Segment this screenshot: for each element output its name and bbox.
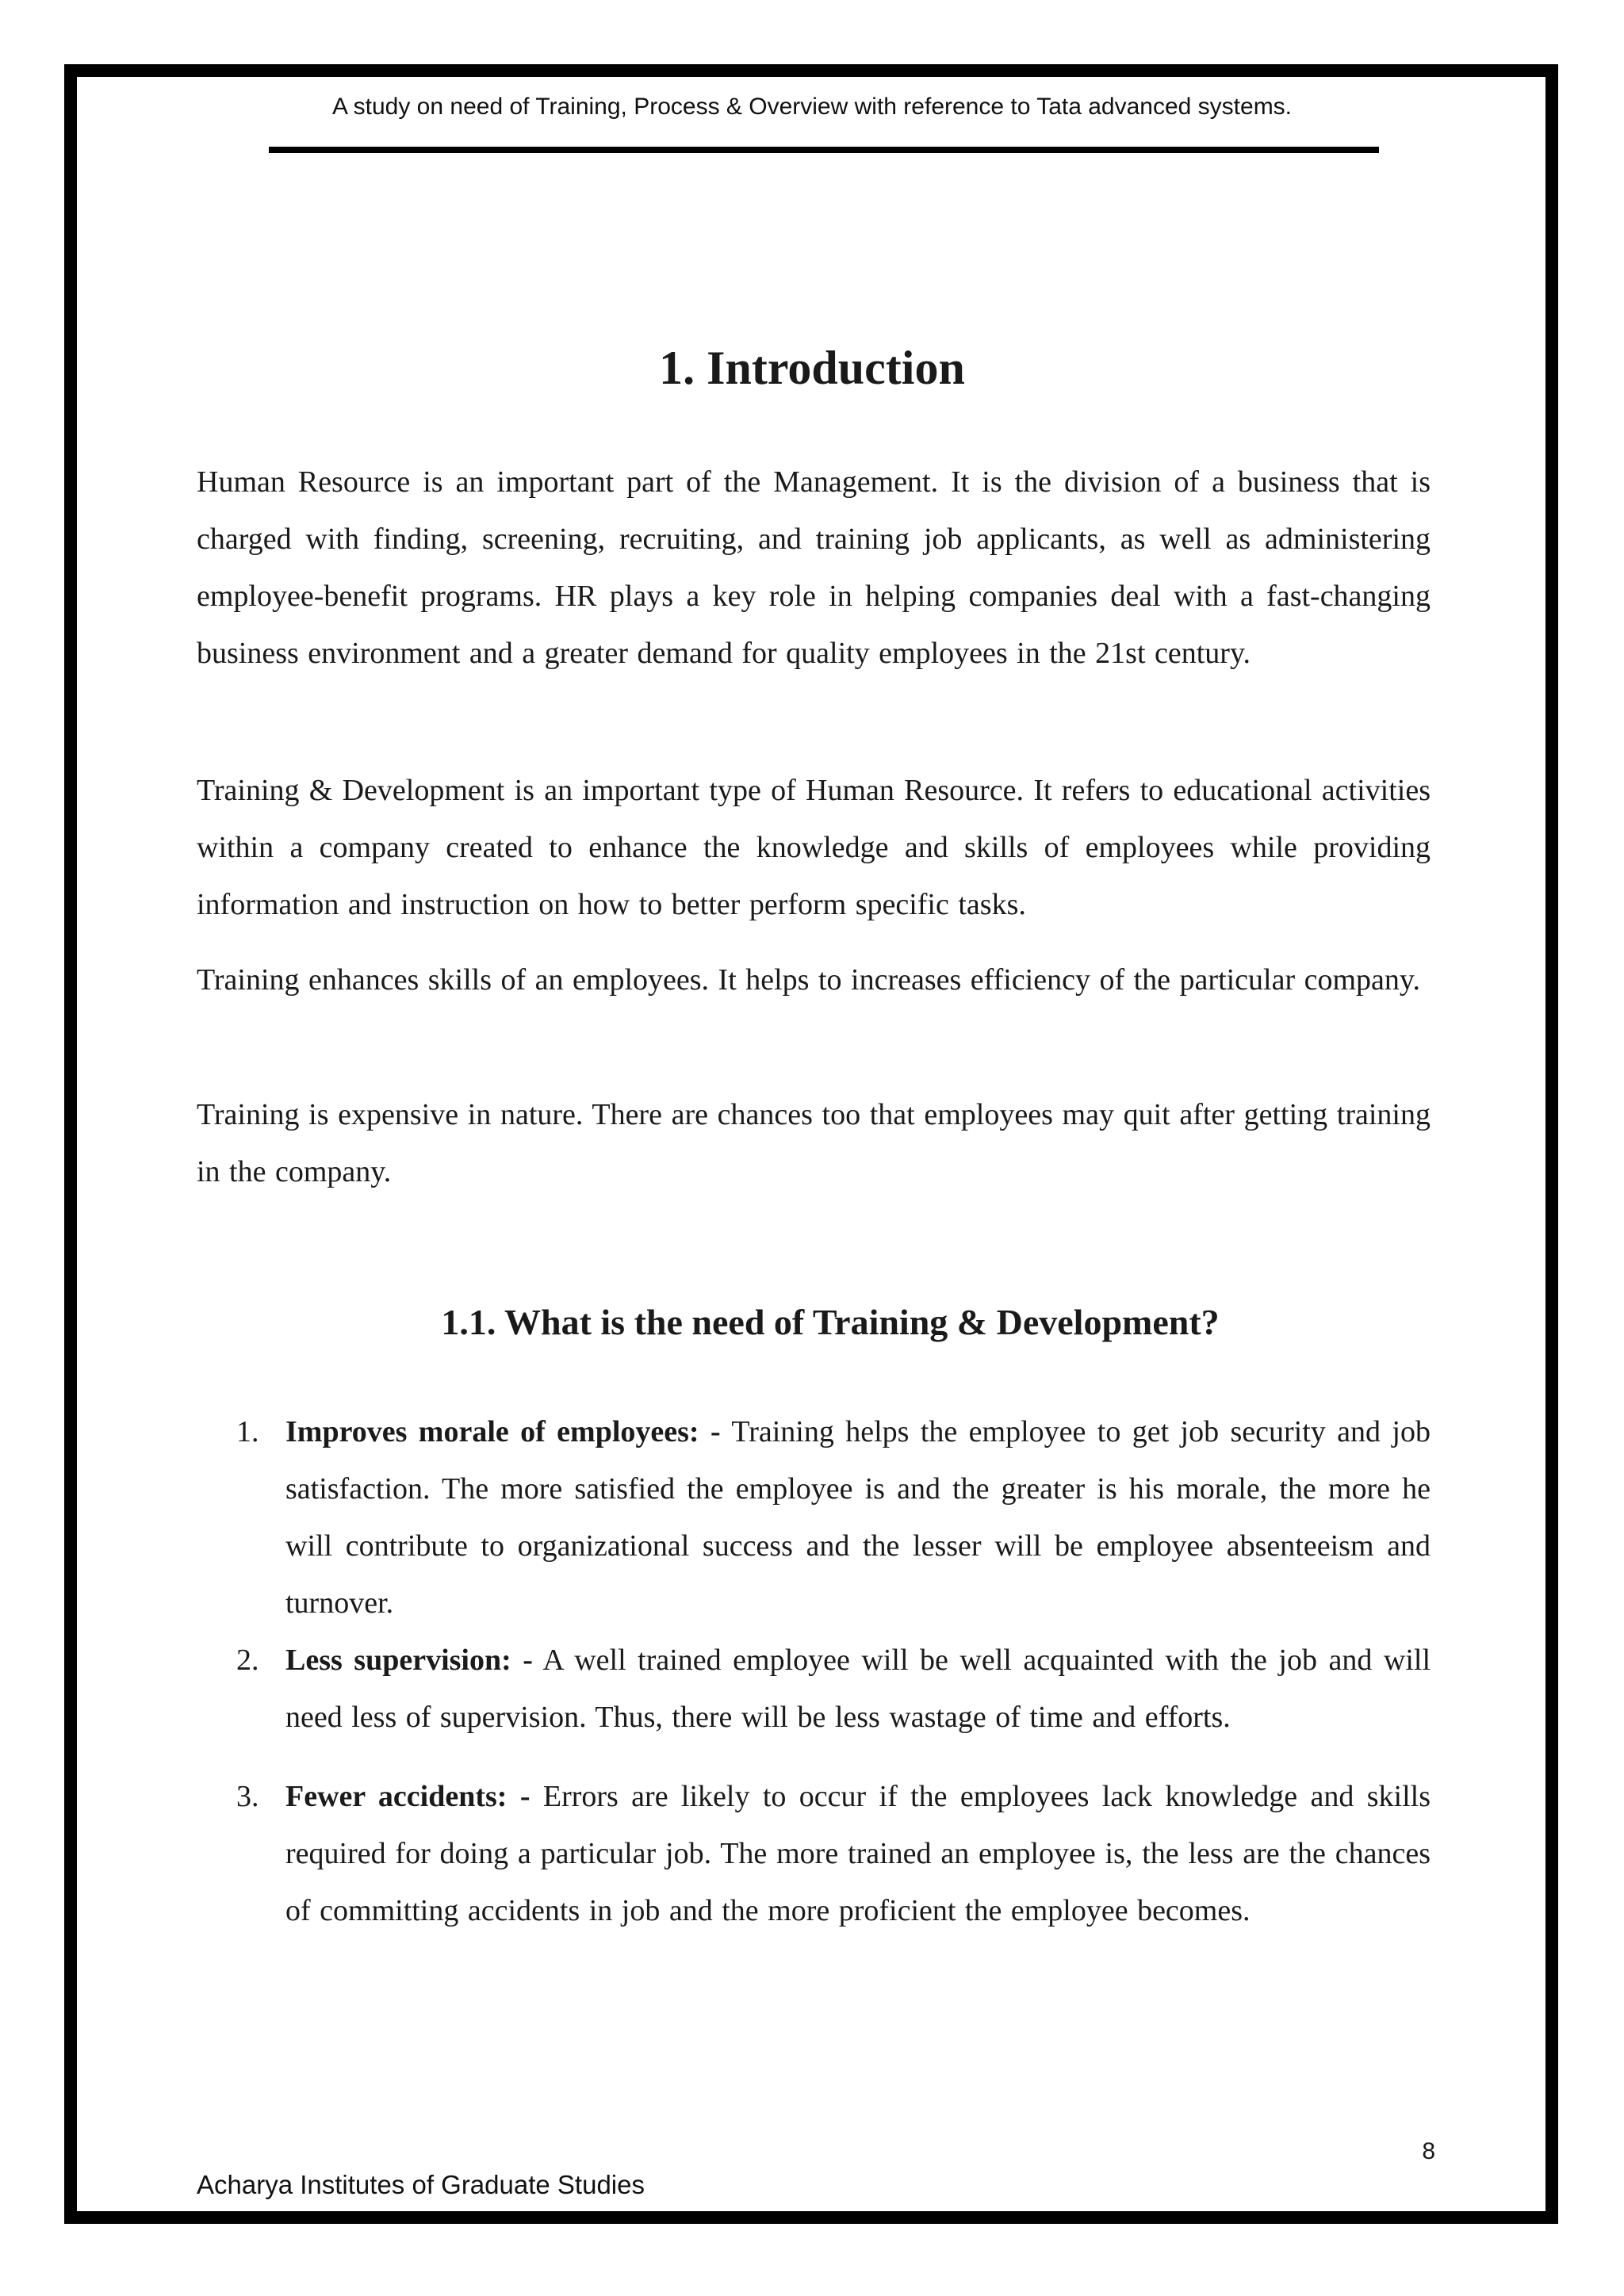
list-item-number: 3. — [236, 1780, 259, 1813]
list-item-term: Less supervision: - — [285, 1644, 533, 1677]
chapter-title: 1. Introduction — [659, 342, 965, 394]
list-item-text: A well trained employee will be well acquainted with the job and will need less of supervision. Thus, there will be less wastage of time and efforts. — [285, 1644, 1431, 1734]
list-item-text: Errors are likely to occur if the employees lack knowledge and skills required for doing a particular job. The more trained an employee is, the less are the chances of committing accidents in job and the more proficient the employee becomes. — [285, 1780, 1431, 1927]
page-number: 8 — [1422, 2138, 1435, 2164]
intro-paragraph: Training is expensive in nature. There are chances too that employees may quit after getting training in the company. — [197, 1098, 1431, 1188]
footer-institute: Acharya Institutes of Graduate Studies — [197, 2170, 645, 2199]
list-item-term: Fewer accidents: - — [285, 1780, 530, 1813]
running-header: A study on need of Training, Process & Overview with reference to Tata advanced systems. — [331, 94, 1293, 120]
intro-paragraph: Human Resource is an important part of the Management. It is the division of a business that is charged with finding, screening, recruiting, and training job applicants, as well as administering employee-benefit programs. HR plays a key role in helping companies deal with a fast-changing business environment and a greater demand for quality employees in the 21st century. — [197, 465, 1431, 670]
intro-paragraph: Training & Development is an important type of Human Resource. It refers to educational activities within a company created to enhance the knowledge and skills of employees while providing information and instruction on how to better perform specific tasks. — [197, 774, 1431, 921]
list-item-number: 2. — [236, 1644, 259, 1677]
list-item-body — [285, 1768, 1431, 1939]
list-item-body — [285, 1632, 1431, 1746]
list-item-body — [285, 1403, 1431, 1632]
intro-paragraph: Training enhances skills of an employees. It helps to increases efficiency of the particular company. — [197, 963, 1420, 997]
list-item-term: Improves morale of employees: - — [285, 1415, 721, 1448]
list-item-text: Training helps the employee to get job security and job satisfaction. The more satisfied the employee is and the greater is his morale, the more he will contribute to organizational success and the lesser will be employee absenteeism and turnover. — [285, 1415, 1431, 1620]
section-title: 1.1. What is the need of Training & Development? — [441, 1302, 1220, 1342]
list-item-number: 1. — [236, 1415, 259, 1448]
header-rule — [269, 147, 1379, 153]
